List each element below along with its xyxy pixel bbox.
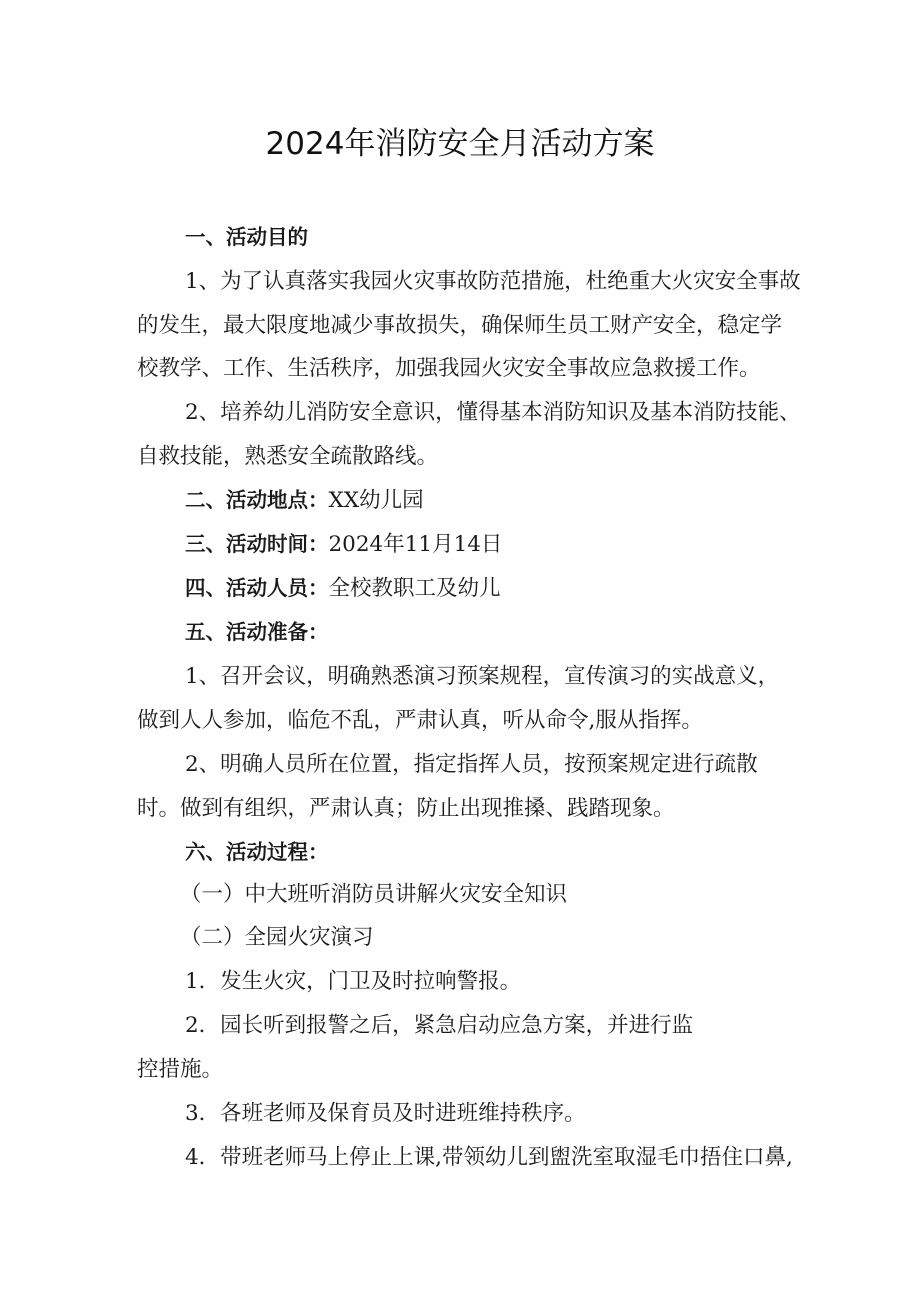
- list-item: 3．各班老师及保育员及时进班维持秩序。: [185, 1101, 586, 1126]
- paragraph-line: 时。做到有组织，严肃认真；防止出现推搡、践踏现象。: [137, 796, 675, 821]
- section-heading-process: 六、活动过程：: [185, 840, 329, 864]
- paragraph-line: 校教学、工作、生活秩序，加强我园火灾安全事故应急救援工作。: [137, 356, 761, 381]
- time-value: 2024年11月14日: [328, 532, 503, 557]
- paragraph-line: 控措施。: [137, 1057, 224, 1082]
- section-heading-time: 三、活动时间：: [185, 532, 329, 556]
- list-item: 1．发生火灾，门卫及时拉响警报。: [185, 969, 522, 994]
- paragraph-line: 1、为了认真落实我园火灾事故防范措施，杜绝重大火灾安全事故: [185, 269, 801, 294]
- section-heading-preparation: 五、活动准备：: [185, 620, 329, 644]
- document-title: 2024年消防安全月活动方案: [265, 126, 655, 162]
- location-value: XX幼儿园: [328, 488, 424, 513]
- section-heading-purpose: 一、活动目的: [185, 225, 308, 249]
- section-heading-location: 二、活动地点：: [185, 488, 329, 512]
- section-heading-people: 四、活动人员：: [185, 576, 329, 600]
- people-value: 全校教职工及幼儿: [328, 576, 501, 601]
- paragraph-line: 自救技能，熟悉安全疏散路线。: [137, 444, 439, 469]
- list-item: 4．带班老师马上停止上课,带领幼儿到盥洗室取湿毛巾捂住口鼻,: [185, 1145, 793, 1170]
- section-people: [185, 571, 501, 602]
- list-item: 2．园长听到报警之后，紧急启动应急方案，并进行监: [185, 1013, 694, 1038]
- paragraph-line: 2、明确人员所在位置，指定指挥人员，按预案规定进行疏散: [185, 752, 758, 777]
- paragraph-line: 的发生，最大限度地减少事故损失，确保师生员工财产安全，稳定学: [137, 313, 783, 338]
- section-location: [185, 483, 424, 514]
- paragraph-line: 1、召开会议，明确熟悉演习预案规程，宣传演习的实战意义，: [185, 664, 780, 689]
- paragraph-line: 2、培养幼儿消防安全意识，懂得基本消防知识及基本消防技能、: [185, 400, 801, 425]
- section-time: [185, 527, 502, 558]
- subsection-heading: （二）全园火灾演习: [180, 925, 374, 950]
- paragraph-line: 做到人人参加，临危不乱，严肃认真，听从命令,服从指挥。: [137, 708, 703, 733]
- subsection-heading: （一）中大班听消防员讲解火灾安全知识: [180, 882, 568, 907]
